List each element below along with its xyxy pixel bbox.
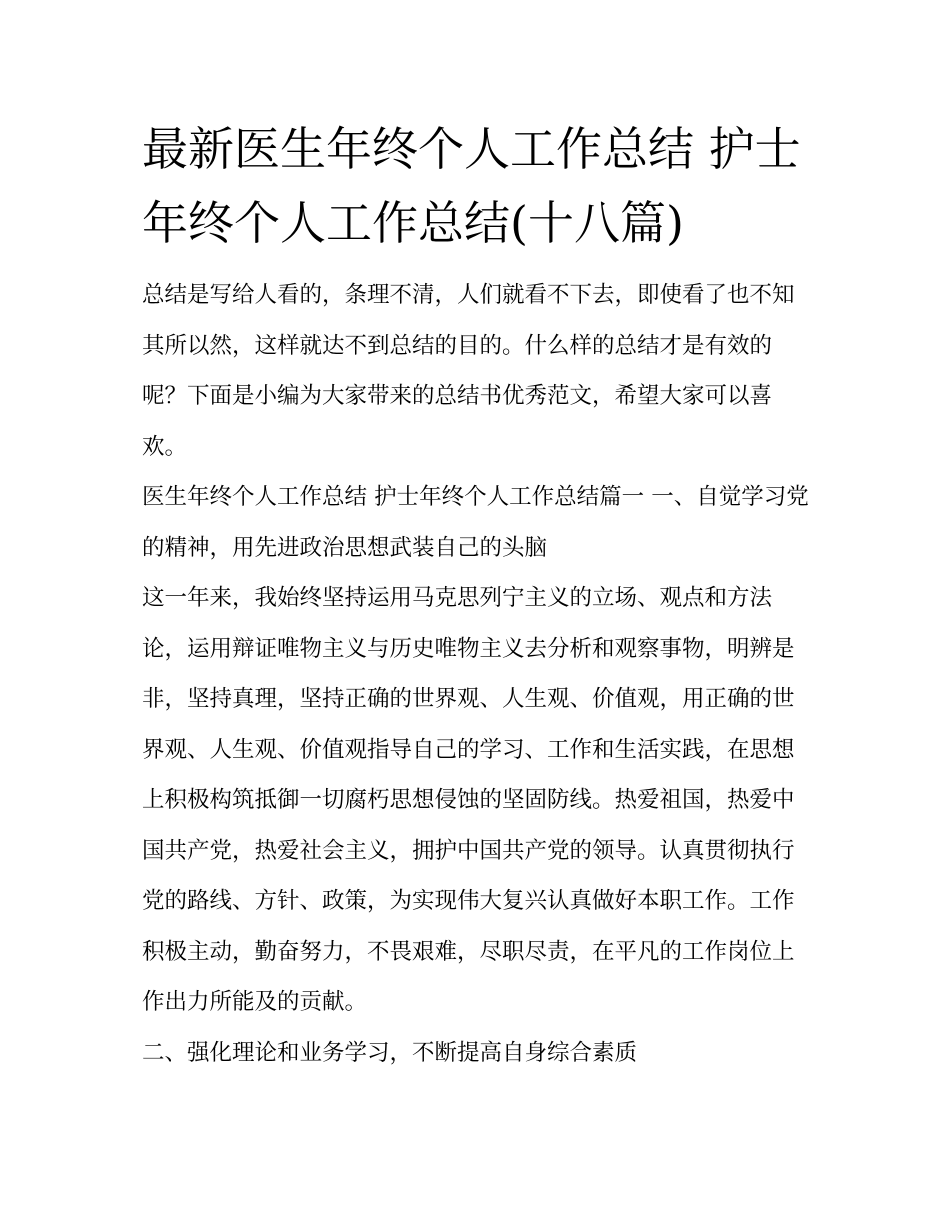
intro-paragraph: 总结是写给人看的，条理不清，人们就看不下去，即使看了也不知其所以然，这样就达不到总结的目的。什么样的总结才是有效的呢？下面是小编为大家带来的总结书优秀范文，希望大家可以喜欢。 [142,282,795,460]
section-heading-1: 医生年终个人工作总结 护士年终个人工作总结篇一 一、自觉学习党的精神，用先进政治思想武装自己的头脑 [142,484,809,561]
section-heading-2: 二、强化理论和业务学习，不断提高自身综合素质 [142,1039,638,1066]
document-body [142,270,812,1078]
document-content [142,112,812,1078]
body-paragraph: 这一年来，我始终坚持运用马克思列宁主义的立场、观点和方法论，运用辩证唯物主义与历史唯物主义去分析和观察事物，明辨是非，坚持真理，坚持正确的世界观、人生观、价值观，用正确的世界观、人生观、价值观指导自己的学习、工作和生活实践，在思想上积极构筑抵御一切腐朽思想侵蚀的坚固防线。热爱祖国，热爱中国共产党，热爱社会主义，拥护中国共产党的领导。认真贯彻执行党的路线、方针、政策，为实现伟大复兴认真做好本职工作。工作积极主动，勤奋努力，不畏艰难，尽职尽责，在平凡的工作岗位上作出力所能及的贡献。 [142,585,795,1015]
document-title: 最新医生年终个人工作总结 护士年终个人工作总结(十八篇) [142,122,801,250]
